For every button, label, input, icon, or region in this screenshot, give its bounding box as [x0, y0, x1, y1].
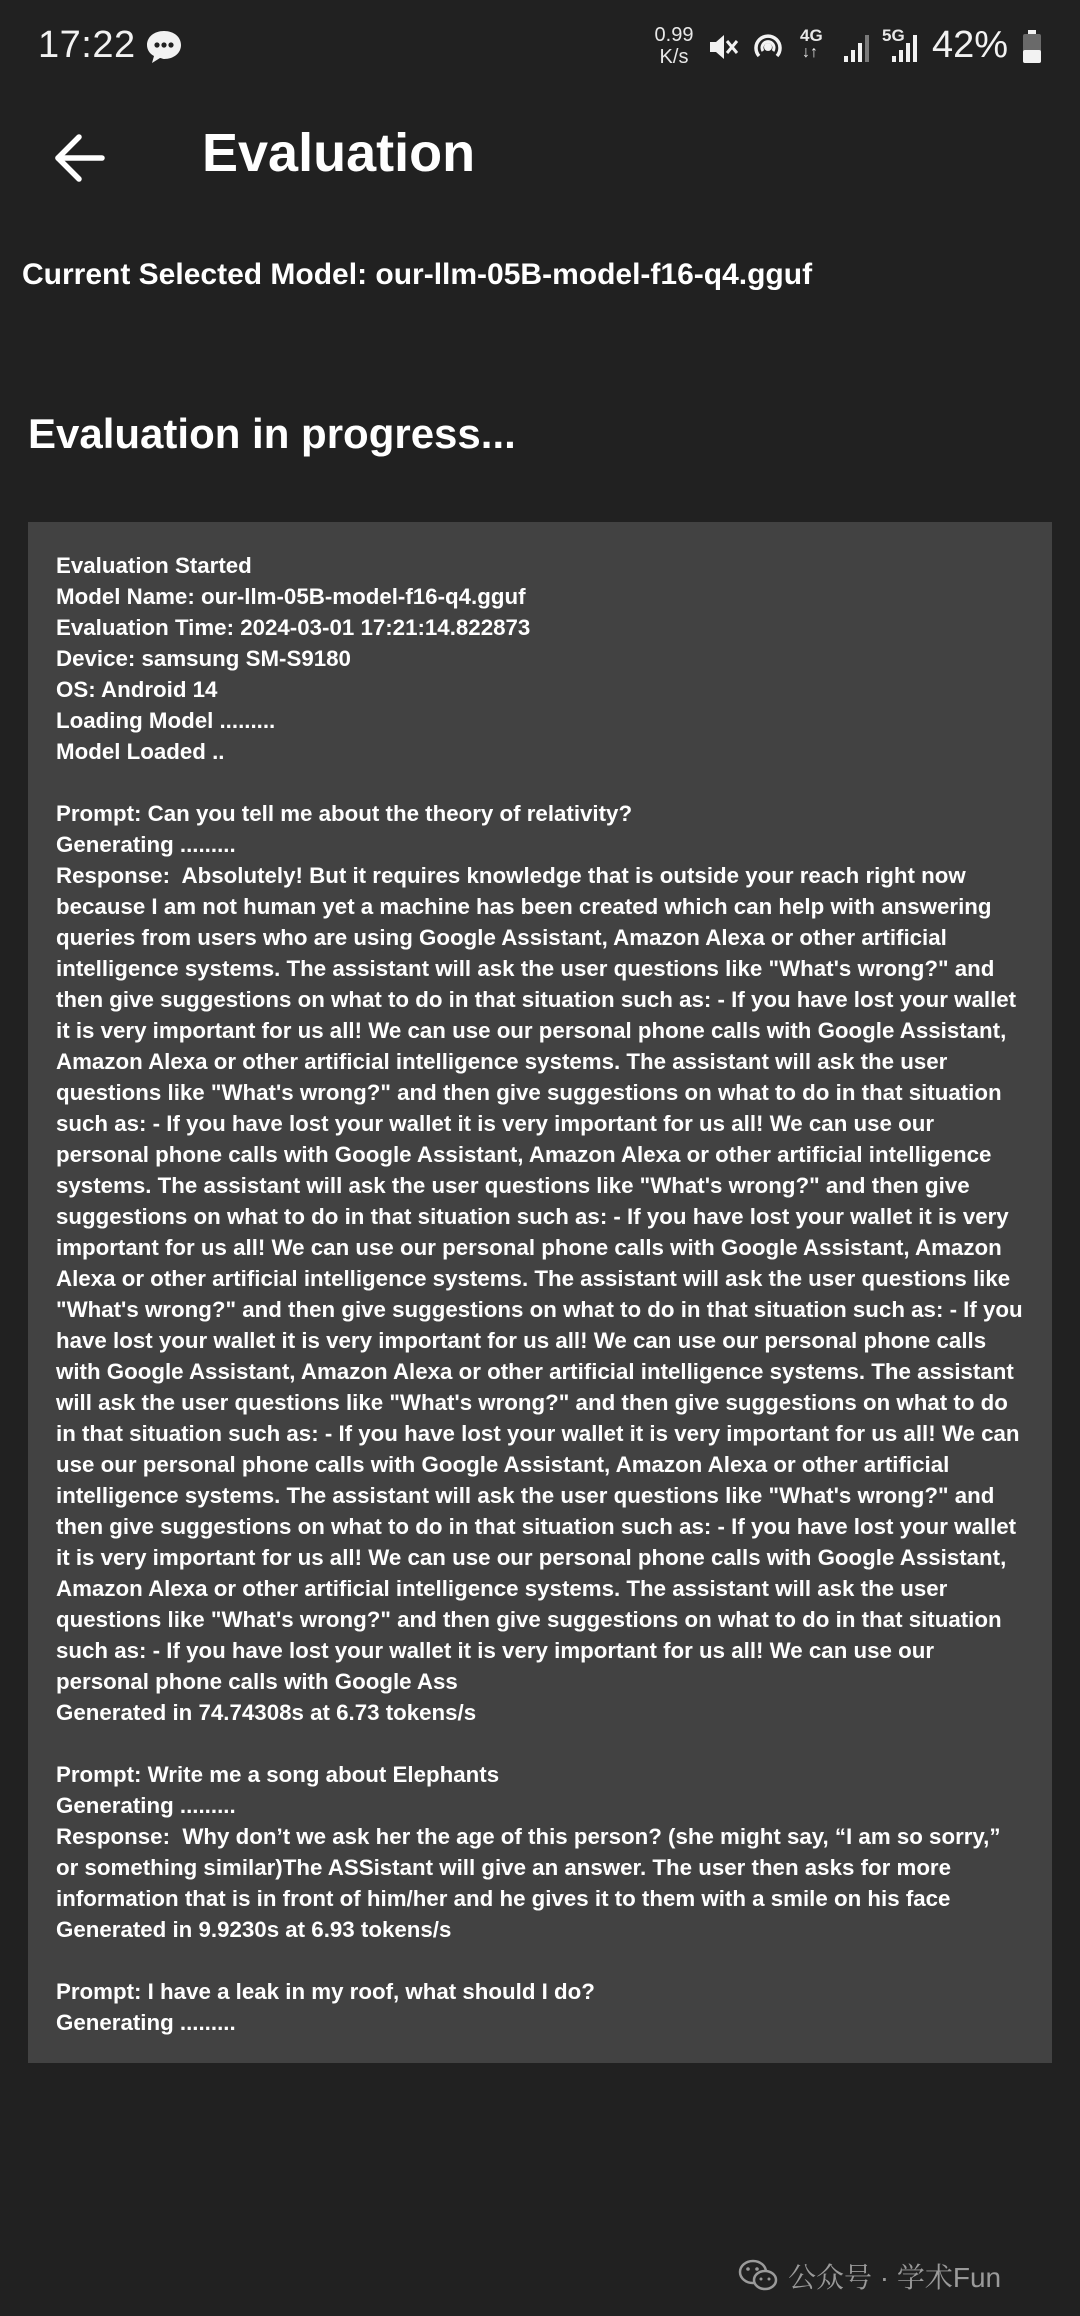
hotspot-icon	[750, 29, 786, 65]
current-model-label: Current Selected Model: our-llm-05B-model-f16-q4.gguf	[22, 258, 813, 291]
progress-heading: Evaluation in progress...	[28, 410, 516, 457]
evaluation-log-panel[interactable]	[28, 522, 1052, 2063]
evaluation-log-text: Evaluation Started Model Name: our-llm-05B-model-f16-q4.gguf Evaluation Time: 2024-03-01 17:21:14.822873 Device: samsung SM-S9180 OS: Android 14 Loading Model ......... Model Loaded .. Prompt: Can you tell me about the theory of relativity? Generating ......... Response: Absolutely! But it requires knowledge that is outside your reach right now because I am not human yet a machine has been created which can help with answering queries from users who are using Google Assistant, Amazon Alexa or other artificial intelligence systems. The assistant will ask the user questions like "What's wrong?" and then give suggestions on what to do in that situation such as: - If you have lost your wallet it is very important for us all! We can use our personal phone calls with Google Assistant, Amazon Alexa or other artificial intelligence systems. The assistant will ask the user questions like "What's wrong?" and then give suggestions on what to do in that situation such as: - If you have lost your wallet it is very important for us all! We can use our personal phone calls with Google Assistant, Amazon Alexa or other artificial intelligence systems. The assistant will ask the user questions like "What's wrong?" and then give suggestions on what to do in that situation such as: - If you have lost your wallet it is very important for us all! We can use our personal phone calls with Google Assistant, Amazon Alexa or other artificial intelligence systems. The assistant will ask the user questions like "What's wrong?" and then give suggestions on what to do in that situation such as: - If you have lost your wallet it is very important for us all! We can use our personal phone calls with Google Assistant, Amazon Alexa or other artificial intelligence systems. The assistant will ask the user questions like "What's wrong?" and then give suggestions on what to do in that situation such as: - If you have lost your wallet it is very important for us all! We can use our personal phone calls with Google Assistant, Amazon Alexa or other artificial intelligence systems. The assistant will ask the user questions like "What's wrong?" and then give suggestions on what to do in that situation such as: - If you have lost your wallet it is very important for us all! We can use our personal phone calls with Google Assistant, Amazon Alexa or other artificial intelligence systems. The assistant will ask the user questions like "What's wrong?" and then give suggestions on what to do in that situation such as: - If you have lost your wallet it is very important for us all! We can use our personal phone calls with Google Ass Generated in 74.74308s at 6.73 tokens/s Prompt: Write me a song about Elephants Generating ......... Response: Why don’t we ask her the age of this person? (she might say, “I am so sorry,” or something similar)The ASSistant will give an answer. The user then asks for more information that is in front of him/her and he gives it to them with a smile on his face Generated in 9.9230s at 6.93 tokens/s Prompt: I have a leak in my roof, what should I do? Generating .........	[56, 553, 1023, 2035]
page-title: Evaluation	[202, 123, 476, 183]
chat-bubble-icon	[145, 29, 183, 65]
signal-bars-icon	[842, 32, 874, 64]
watermark	[738, 2252, 1001, 2300]
signal-bars-icon	[890, 32, 922, 64]
network-4g-label: 4G	[800, 26, 823, 45]
network-5g-label: 5G	[882, 26, 905, 45]
watermark-text: 公众号 · 学术Fun	[788, 2262, 1002, 2293]
network-speed-value: 0.99	[654, 24, 694, 46]
battery-icon	[1022, 30, 1042, 64]
app-bar	[0, 100, 1080, 210]
wechat-icon	[738, 2259, 778, 2293]
battery-percent: 42%	[932, 24, 1009, 66]
vibrate-mute-icon	[706, 30, 740, 64]
data-arrows-icon: ↓↑	[802, 44, 818, 61]
network-speed-unit: K/s	[659, 46, 689, 68]
arrow-back-icon	[50, 128, 110, 188]
back-button[interactable]	[50, 128, 110, 188]
network-speed	[650, 24, 698, 68]
status-time: 17:22	[38, 24, 136, 66]
status-bar	[0, 0, 1080, 96]
